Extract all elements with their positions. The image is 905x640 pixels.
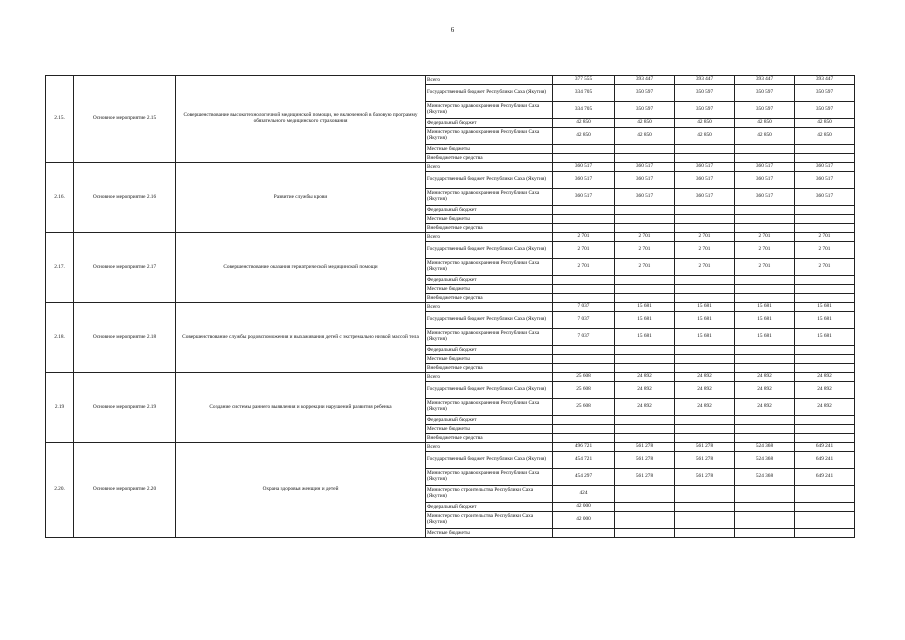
amount-cell: 360 517 (735, 163, 795, 172)
amount-cell: 7 037 (553, 329, 615, 346)
amount-cell (615, 364, 675, 373)
amount-cell (795, 224, 855, 233)
amount-cell: 7 037 (553, 312, 615, 329)
measure-name: Основное мероприятие 2.17 (74, 233, 176, 303)
amount-cell: 2 701 (675, 242, 735, 259)
amount-cell (553, 294, 615, 303)
amount-cell (675, 215, 735, 224)
amount-cell (675, 294, 735, 303)
amount-cell: 2 701 (675, 233, 735, 242)
amount-cell: 15 681 (675, 329, 735, 346)
amount-cell (615, 206, 675, 215)
amount-cell (675, 416, 735, 425)
amount-cell: 377 555 (553, 76, 615, 85)
amount-cell: 42 850 (615, 128, 675, 145)
amount-cell: 42 000 (553, 512, 615, 529)
source-label: Внебюджетные средства (426, 154, 553, 163)
source-label: Местные бюджеты (426, 425, 553, 434)
amount-cell (675, 503, 735, 512)
amount-cell: 15 681 (735, 303, 795, 312)
amount-cell: 24 892 (795, 382, 855, 399)
amount-cell (553, 425, 615, 434)
measure-description: Совершенствование высокотехнологичной медицинской помощи, не включенной в базовую программу обязательного медицинского страхования (176, 76, 426, 163)
amount-cell: 15 681 (735, 312, 795, 329)
source-label: Внебюджетные средства (426, 224, 553, 233)
amount-cell: 42 000 (553, 503, 615, 512)
amount-cell (795, 364, 855, 373)
amount-cell (735, 276, 795, 285)
amount-cell: 561 278 (615, 469, 675, 486)
amount-cell (615, 224, 675, 233)
amount-cell (615, 425, 675, 434)
amount-cell (735, 364, 795, 373)
amount-cell: 360 517 (615, 163, 675, 172)
amount-cell: 42 850 (675, 119, 735, 128)
amount-cell (735, 355, 795, 364)
amount-cell: 25 608 (553, 399, 615, 416)
amount-cell (553, 529, 615, 538)
amount-cell (615, 416, 675, 425)
amount-cell (553, 276, 615, 285)
source-label: Местные бюджеты (426, 145, 553, 154)
amount-cell: 334 705 (553, 85, 615, 102)
amount-cell: 2 701 (553, 242, 615, 259)
amount-cell (795, 512, 855, 529)
amount-cell: 360 517 (553, 172, 615, 189)
amount-cell: 2 701 (553, 259, 615, 276)
amount-cell: 24 892 (735, 399, 795, 416)
source-label: Внебюджетные средства (426, 434, 553, 443)
amount-cell: 360 517 (615, 189, 675, 206)
amount-cell: 649 241 (795, 469, 855, 486)
amount-cell (795, 154, 855, 163)
table-row (46, 373, 855, 382)
amount-cell: 454 297 (553, 469, 615, 486)
amount-cell: 24 892 (795, 399, 855, 416)
amount-cell (735, 425, 795, 434)
amount-cell (675, 425, 735, 434)
amount-cell: 2 701 (735, 233, 795, 242)
amount-cell (735, 145, 795, 154)
amount-cell (675, 154, 735, 163)
amount-cell (675, 224, 735, 233)
amount-cell (553, 416, 615, 425)
amount-cell: 24 892 (615, 399, 675, 416)
amount-cell: 2 701 (553, 233, 615, 242)
amount-cell (553, 215, 615, 224)
amount-cell (615, 145, 675, 154)
amount-cell (615, 346, 675, 355)
source-label: Внебюджетные средства (426, 364, 553, 373)
amount-cell (553, 285, 615, 294)
amount-cell: 424 (553, 486, 615, 503)
amount-cell: 15 681 (735, 329, 795, 346)
measure-description: Совершенствование службы родовспоможения и выхаживания детей с экстремально низкой массой тела (176, 303, 426, 373)
amount-cell: 2 701 (795, 242, 855, 259)
amount-cell (553, 154, 615, 163)
amount-cell: 393 447 (795, 76, 855, 85)
amount-cell: 2 701 (675, 259, 735, 276)
source-label: Местные бюджеты (426, 529, 553, 538)
source-label: Министерство здравоохранения Республики Саха (Якутия) (426, 329, 553, 346)
amount-cell: 2 701 (735, 259, 795, 276)
source-label: Федеральный бюджет (426, 503, 553, 512)
amount-cell: 360 517 (735, 172, 795, 189)
amount-cell (735, 416, 795, 425)
source-label: Министерство здравоохранения Республики Саха (Якутия) (426, 469, 553, 486)
amount-cell: 350 597 (615, 102, 675, 119)
amount-cell: 25 608 (553, 382, 615, 399)
amount-cell (675, 355, 735, 364)
measure-description: Развитие службы крови (176, 163, 426, 233)
row-number: 2.20. (46, 443, 74, 538)
amount-cell: 350 597 (615, 85, 675, 102)
amount-cell (795, 145, 855, 154)
amount-cell (615, 154, 675, 163)
amount-cell (795, 276, 855, 285)
measure-name: Основное мероприятие 2.18 (74, 303, 176, 373)
amount-cell (795, 425, 855, 434)
amount-cell: 15 681 (795, 329, 855, 346)
measure-description: Совершенствование оказания гериатрической медицинской помощи (176, 233, 426, 303)
amount-cell (553, 355, 615, 364)
amount-cell (735, 503, 795, 512)
amount-cell: 350 597 (735, 102, 795, 119)
amount-cell (675, 285, 735, 294)
amount-cell (553, 206, 615, 215)
amount-cell (615, 503, 675, 512)
amount-cell: 524 368 (735, 443, 795, 452)
amount-cell (795, 355, 855, 364)
amount-cell: 360 517 (795, 189, 855, 206)
amount-cell (795, 529, 855, 538)
amount-cell: 334 705 (553, 102, 615, 119)
amount-cell (615, 355, 675, 364)
row-number: 2.19 (46, 373, 74, 443)
amount-cell: 42 850 (735, 119, 795, 128)
amount-cell: 24 892 (675, 399, 735, 416)
amount-cell (615, 512, 675, 529)
amount-cell: 360 517 (615, 172, 675, 189)
amount-cell: 24 892 (675, 382, 735, 399)
amount-cell (795, 434, 855, 443)
amount-cell: 393 447 (735, 76, 795, 85)
amount-cell: 42 850 (553, 128, 615, 145)
source-label: Государственный бюджет Республики Саха (Якутия) (426, 382, 553, 399)
amount-cell: 2 701 (615, 242, 675, 259)
amount-cell: 24 892 (735, 373, 795, 382)
amount-cell: 2 701 (795, 233, 855, 242)
amount-cell (675, 529, 735, 538)
source-label: Государственный бюджет Республики Саха (Якутия) (426, 452, 553, 469)
source-label: Государственный бюджет Республики Саха (Якутия) (426, 85, 553, 102)
amount-cell (795, 346, 855, 355)
amount-cell: 42 850 (675, 128, 735, 145)
amount-cell: 15 681 (675, 303, 735, 312)
amount-cell (735, 224, 795, 233)
amount-cell: 561 278 (675, 443, 735, 452)
source-label: Всего (426, 163, 553, 172)
source-label: Всего (426, 303, 553, 312)
amount-cell (675, 346, 735, 355)
amount-cell (795, 294, 855, 303)
amount-cell (675, 276, 735, 285)
amount-cell (735, 512, 795, 529)
amount-cell (735, 529, 795, 538)
amount-cell (615, 434, 675, 443)
table-row (46, 163, 855, 172)
row-number: 2.18. (46, 303, 74, 373)
amount-cell: 350 597 (735, 85, 795, 102)
source-label: Федеральный бюджет (426, 416, 553, 425)
amount-cell: 350 597 (795, 102, 855, 119)
amount-cell: 360 517 (675, 163, 735, 172)
measure-name: Основное мероприятие 2.15 (74, 76, 176, 163)
source-label: Государственный бюджет Республики Саха (Якутия) (426, 242, 553, 259)
source-label: Министерство здравоохранения Республики Саха (Якутия) (426, 259, 553, 276)
amount-cell: 15 681 (615, 303, 675, 312)
amount-cell: 42 850 (735, 128, 795, 145)
amount-cell (553, 434, 615, 443)
amount-cell (795, 416, 855, 425)
amount-cell (735, 206, 795, 215)
source-label: Федеральный бюджет (426, 119, 553, 128)
amount-cell: 360 517 (735, 189, 795, 206)
amount-cell: 524 368 (735, 452, 795, 469)
amount-cell: 2 701 (615, 233, 675, 242)
amount-cell (735, 154, 795, 163)
amount-cell: 350 597 (675, 102, 735, 119)
amount-cell (615, 294, 675, 303)
amount-cell (795, 503, 855, 512)
source-label: Местные бюджеты (426, 215, 553, 224)
amount-cell: 360 517 (675, 189, 735, 206)
amount-cell: 15 681 (615, 329, 675, 346)
amount-cell (735, 294, 795, 303)
amount-cell: 496 721 (553, 443, 615, 452)
amount-cell: 561 278 (675, 452, 735, 469)
amount-cell: 24 892 (735, 382, 795, 399)
source-label: Государственный бюджет Республики Саха (Якутия) (426, 312, 553, 329)
measure-description: Создание системы раннего выявления и коррекции нарушений развития ребенка (176, 373, 426, 443)
amount-cell (795, 206, 855, 215)
source-label: Министерство здравоохранения Республики Саха (Якутия) (426, 189, 553, 206)
amount-cell (553, 224, 615, 233)
source-label: Министерство здравоохранения Республики Саха (Якутия) (426, 102, 553, 119)
source-label: Всего (426, 443, 553, 452)
source-label: Местные бюджеты (426, 285, 553, 294)
amount-cell: 360 517 (553, 189, 615, 206)
row-number: 2.15. (46, 76, 74, 163)
measure-name: Основное мероприятие 2.20 (74, 443, 176, 538)
source-label: Всего (426, 76, 553, 85)
amount-cell: 7 037 (553, 303, 615, 312)
source-label: Всего (426, 233, 553, 242)
amount-cell: 524 368 (735, 469, 795, 486)
amount-cell (735, 285, 795, 294)
amount-cell (553, 145, 615, 154)
amount-cell: 24 892 (795, 373, 855, 382)
amount-cell (553, 364, 615, 373)
amount-cell: 24 892 (615, 382, 675, 399)
amount-cell: 393 447 (615, 76, 675, 85)
amount-cell: 24 892 (615, 373, 675, 382)
row-number: 2.16. (46, 163, 74, 233)
source-label: Министерство здравоохранения Республики Саха (Якутия) (426, 399, 553, 416)
amount-cell (615, 486, 675, 503)
table-row (46, 443, 855, 452)
amount-cell (615, 285, 675, 294)
amount-cell: 360 517 (675, 172, 735, 189)
table-row (46, 233, 855, 242)
source-label: Федеральный бюджет (426, 276, 553, 285)
amount-cell: 454 721 (553, 452, 615, 469)
amount-cell: 15 681 (795, 312, 855, 329)
table-body (46, 76, 855, 538)
amount-cell: 2 701 (735, 242, 795, 259)
amount-cell (795, 285, 855, 294)
amount-cell: 42 850 (795, 119, 855, 128)
source-label: Министерство здравоохранения Республики Саха (Якутия) (426, 128, 553, 145)
amount-cell (553, 346, 615, 355)
amount-cell: 649 241 (795, 452, 855, 469)
measure-description: Охрана здоровья женщин и детей (176, 443, 426, 538)
source-label: Местные бюджеты (426, 355, 553, 364)
amount-cell: 360 517 (795, 172, 855, 189)
amount-cell: 360 517 (553, 163, 615, 172)
amount-cell: 561 278 (615, 452, 675, 469)
amount-cell (675, 206, 735, 215)
amount-cell: 393 447 (675, 76, 735, 85)
source-label: Государственный бюджет Республики Саха (Якутия) (426, 172, 553, 189)
amount-cell (735, 434, 795, 443)
amount-cell: 15 681 (795, 303, 855, 312)
amount-cell: 2 701 (615, 259, 675, 276)
amount-cell (795, 486, 855, 503)
amount-cell (615, 529, 675, 538)
amount-cell (675, 512, 735, 529)
amount-cell: 561 278 (675, 469, 735, 486)
amount-cell (735, 486, 795, 503)
source-label: Внебюджетные средства (426, 294, 553, 303)
amount-cell (675, 434, 735, 443)
amount-cell: 15 681 (615, 312, 675, 329)
amount-cell: 42 850 (553, 119, 615, 128)
amount-cell: 24 892 (675, 373, 735, 382)
source-label: Министерство строительства Республики Саха (Якутия) (426, 486, 553, 503)
amount-cell (675, 364, 735, 373)
amount-cell: 360 517 (795, 163, 855, 172)
amount-cell (675, 145, 735, 154)
amount-cell: 42 850 (615, 119, 675, 128)
page-number: 6 (450, 26, 455, 34)
amount-cell: 350 597 (795, 85, 855, 102)
amount-cell (615, 276, 675, 285)
amount-cell: 42 850 (795, 128, 855, 145)
measure-name: Основное мероприятие 2.19 (74, 373, 176, 443)
amount-cell: 649 241 (795, 443, 855, 452)
measure-name: Основное мероприятие 2.16 (74, 163, 176, 233)
funding-table (45, 75, 855, 538)
source-label: Федеральный бюджет (426, 346, 553, 355)
source-label: Федеральный бюджет (426, 206, 553, 215)
amount-cell: 15 681 (675, 312, 735, 329)
amount-cell (735, 346, 795, 355)
amount-cell: 350 597 (675, 85, 735, 102)
amount-cell: 25 608 (553, 373, 615, 382)
source-label: Всего (426, 373, 553, 382)
amount-cell (675, 486, 735, 503)
table-row (46, 303, 855, 312)
row-number: 2.17. (46, 233, 74, 303)
amount-cell (795, 215, 855, 224)
amount-cell (735, 215, 795, 224)
amount-cell: 2 701 (795, 259, 855, 276)
amount-cell: 561 278 (615, 443, 675, 452)
source-label: Министерство строительства Республики Саха (Якутия) (426, 512, 553, 529)
amount-cell (615, 215, 675, 224)
table-row (46, 76, 855, 85)
